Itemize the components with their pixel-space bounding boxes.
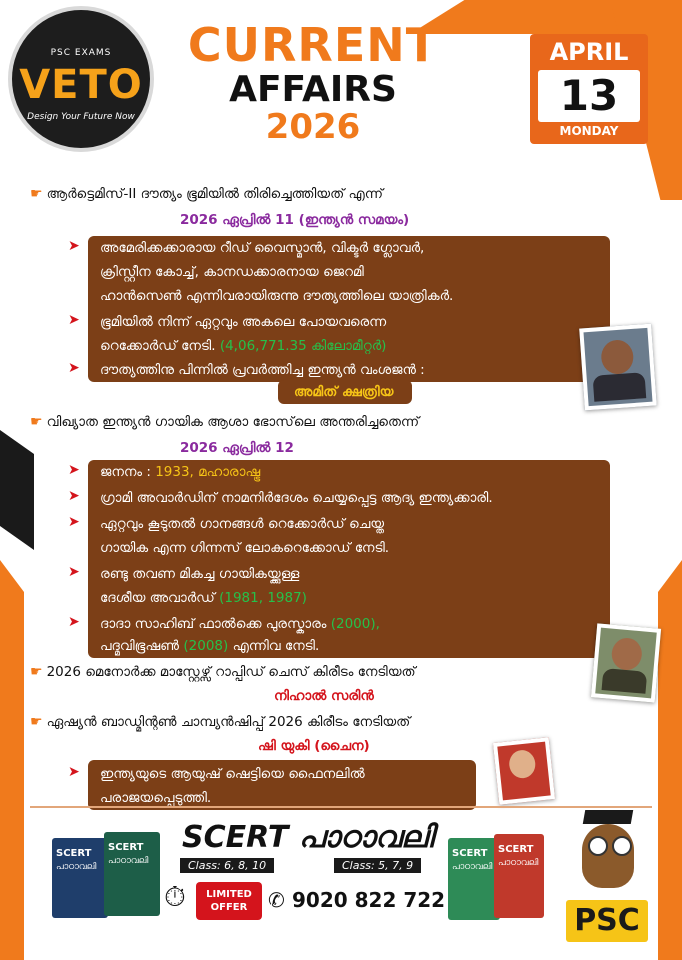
book-cover [494, 834, 544, 918]
point-line [100, 638, 319, 654]
point-line: ഗ്രാമി അവാർഡിന് നാമനിർദേശം ചെയ്യപ്പെട്ട ആദ്യ ഇന്ത്യക്കാരി. [100, 490, 493, 506]
point-line [100, 616, 380, 632]
red-arrow-icon: ➤ [68, 360, 80, 376]
point-text: പദ്മവിഭൂഷൺ [100, 638, 180, 654]
psc-badge: PSC [566, 900, 648, 942]
answer-3: നിഹാൽ സരിൻ [274, 688, 374, 704]
question-1-text: ആർട്ടെമിസ്-II ദൗത്യം ഭൂമിയിൽ തിരിച്ചെത്തിയത് എന്ന് [46, 186, 383, 202]
side-stripe [0, 430, 34, 550]
answer-2: 2026 ഏപ്രിൽ 12 [180, 440, 294, 456]
calendar-month: APRIL [549, 38, 629, 66]
award-years: (1981, 1987) [219, 590, 307, 606]
photo-face [600, 339, 634, 375]
point-line [100, 464, 260, 480]
red-arrow-icon: ➤ [68, 238, 80, 254]
logo-text: VETO [19, 62, 143, 108]
question-3-text: 2026 മെനോർക്ക മാസ്റ്റേഴ്സ് റാപ്പിഡ് ചെസ് കിരീടം നേടിയത് [46, 664, 416, 680]
class-label-right: Class: 5, 7, 9 [334, 858, 421, 873]
phone-icon: ✆ [268, 888, 285, 912]
book-label: പാഠാവലി [452, 862, 493, 872]
point-line: അമേരിക്കക്കാരായ റീഡ് വൈസ്മാൻ, വിക്ടർ ഗ്ലോവർ, [100, 240, 425, 256]
limited-offer-badge [196, 882, 262, 920]
point-text: ജനനം : [100, 464, 151, 480]
scert-title: SCERT പാഠാവലി [182, 820, 434, 855]
pointing-hand-icon: ☛ [30, 664, 43, 680]
red-arrow-icon: ➤ [68, 488, 80, 504]
side-stripe [658, 560, 682, 960]
book-label: പാഠാവലി [108, 856, 149, 866]
highlight-name: അമിത് ക്ഷത്രിയ [294, 384, 394, 400]
point-line: രണ്ടു തവണ മികച്ച ഗായികയ്ക്കുള്ള [100, 566, 300, 582]
phone-number: 9020 822 722 [292, 888, 446, 912]
point-line: ഇന്ത്യയുടെ ആയുഷ് ഷെട്ടിയെ ഫൈനലിൽ [100, 766, 365, 782]
details-box-1 [88, 236, 610, 382]
point-line: ഹാൻസെൺ എന്നിവരായിരുന്നു ദൗത്യത്തിലെ യാത്രികർ. [100, 288, 454, 304]
side-stripe [0, 560, 24, 960]
book-label: SCERT [56, 848, 92, 859]
calendar-badge [530, 34, 648, 144]
award-year: (2000), [330, 616, 380, 632]
calendar-date: 13 [538, 70, 640, 122]
point-text: ദേശീയ അവാർഡ് [100, 590, 215, 606]
point-text: എന്നിവ നേടി. [232, 638, 320, 654]
point-text: റെക്കോർഡ് നേടി. [100, 338, 216, 354]
point-line: ഗായിക എന്ന ഗിന്നസ് ലോകറെക്കോഡ് നേടി. [100, 540, 390, 556]
calendar-day: MONDAY [559, 124, 619, 138]
offer-line: OFFER [210, 902, 248, 913]
offer-line: LIMITED [206, 889, 252, 900]
red-arrow-icon: ➤ [68, 514, 80, 530]
red-arrow-icon: ➤ [68, 462, 80, 478]
question-3 [30, 664, 416, 680]
book-label: SCERT [108, 842, 144, 853]
red-arrow-icon: ➤ [68, 764, 80, 780]
pointing-hand-icon: ☛ [30, 186, 43, 202]
book-label: പാഠാവലി [56, 862, 97, 872]
book-cover [448, 838, 500, 920]
answer-4: ഷി യുകി (ചൈന) [258, 738, 370, 754]
question-2 [30, 414, 419, 430]
book-label: SCERT [452, 848, 488, 859]
class-label-left: Class: 6, 8, 10 [180, 858, 274, 873]
question-2-text: വിഖ്യാത ഇന്ത്യൻ ഗായിക ആശാ ഭോസ്‌ലെ അന്തരിച്ചതെന്ന് [46, 414, 420, 430]
photo-body [602, 668, 648, 694]
point-line [100, 338, 386, 354]
title-affairs: AFFAIRS [229, 69, 397, 110]
birth-value: 1933, മഹാരാഷ്ട്ര [155, 464, 261, 480]
red-arrow-icon: ➤ [68, 564, 80, 580]
photo-face [610, 637, 643, 671]
award-year: (2008) [183, 638, 229, 654]
person-photo [493, 737, 555, 805]
point-line: ദൗത്യത്തിനു പിന്നിൽ പ്രവർത്തിച്ച ഇന്ത്യൻ വംശജൻ : [100, 362, 425, 378]
title-year: 2026 [265, 107, 361, 147]
point-line: ക്രിസ്റ്റീന കോച്ച്, കാനഡക്കാരനായ ജെറമി [100, 264, 364, 280]
point-line: ഭൂമിയിൽ നിന്ന് ഏറ്റവും അകലെ പോയവരെന്ന [100, 314, 387, 330]
question-4-text: ഏഷ്യൻ ബാഡ്മിന്റൺ ചാമ്പ്യൻഷിപ്പ് 2026 കിരീടം നേടിയത് [46, 714, 411, 730]
distance-value: (4,06,771.35 കിലോമീറ്റർ) [219, 338, 387, 354]
photo-face [508, 749, 537, 780]
answer-1: 2026 ഏപ്രിൽ 11 (ഇന്ത്യൻ സമയം) [180, 212, 410, 228]
point-line: പരാജയപ്പെടുത്തി. [100, 790, 212, 806]
book-label: SCERT [498, 844, 534, 855]
point-line [100, 590, 307, 606]
question-4 [30, 714, 410, 730]
owl-mascot-icon [572, 810, 644, 896]
red-arrow-icon: ➤ [68, 614, 80, 630]
red-arrow-icon: ➤ [68, 312, 80, 328]
veto-logo [8, 6, 154, 152]
question-1 [30, 186, 383, 202]
pointing-hand-icon: ☛ [30, 414, 43, 430]
book-label: പാഠാവലി [498, 858, 539, 868]
logo-tagline: Design Your Future Now [27, 112, 135, 122]
book-cover [52, 838, 108, 918]
pointing-hand-icon: ☛ [30, 714, 43, 730]
title-current: CURRENT [187, 18, 439, 72]
point-text: ദാദാ സാഹിബ് ഫാൽക്കെ പുരസ്കാരം [100, 616, 327, 632]
person-photo [579, 324, 657, 411]
book-cover [104, 832, 160, 916]
photo-body [593, 372, 647, 402]
point-line: ഏറ്റവും കൂടുതൽ ഗാനങ്ങൾ റെക്കോർഡ് ചെയ്ത [100, 516, 385, 532]
logo-subtitle: PSC EXAMS [50, 48, 112, 58]
footer-divider [30, 806, 652, 808]
person-photo [591, 623, 661, 702]
stopwatch-icon: ⏱ [164, 880, 186, 913]
